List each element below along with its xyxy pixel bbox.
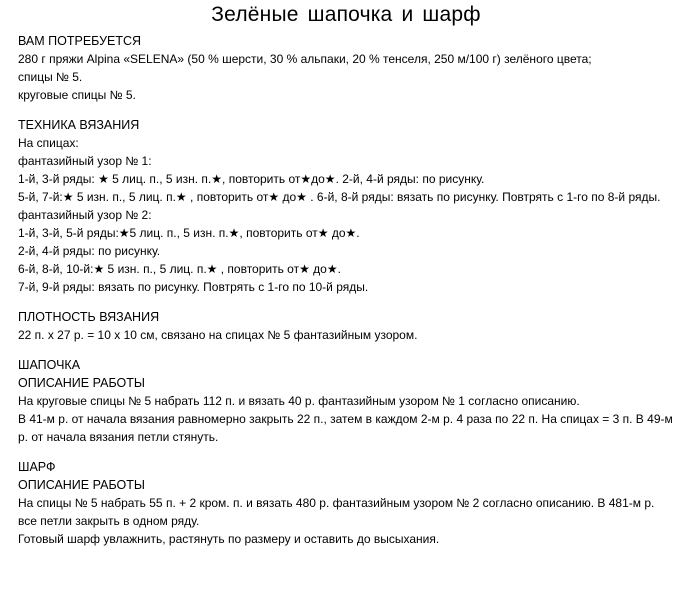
- section-heading: ШАРФ: [18, 460, 56, 474]
- text-line: В 41-м р. от начала вязания равномерно закрыть 22 п., затем в каждом 2-м р. 4 раза по 22 п. На спицах = 3 п. В 49-м р. от начала вязания петли стянуть.: [18, 412, 673, 444]
- section-technique: [18, 116, 674, 296]
- document-title: Зелёные шапочка и шарф: [211, 3, 481, 26]
- text-line: Готовый шарф увлажнить, растянуть по размеру и оставить до высыхания.: [18, 532, 440, 546]
- section-heading: ТЕХНИКА ВЯЗАНИЯ: [18, 118, 140, 132]
- text-line: 7-й, 9-й ряды: вязать по рисунку. Повтрять с 1-го по 10-й ряды.: [18, 280, 369, 294]
- text-line: На круговые спицы № 5 набрать 112 п. и вязать 40 р. фантазийным узором № 1 согласно описанию.: [18, 394, 580, 408]
- text-line: 6-й, 8-й, 10-й:★ 5 изн. п., 5 лиц. п.★ , повторить от★ до★.: [18, 262, 341, 276]
- section-density: [18, 308, 674, 344]
- text-line: 22 п. х 27 р. = 10 х 10 см, связано на спицах № 5 фантазийным узором.: [18, 328, 418, 342]
- text-line: На спицы № 5 набрать 55 п. + 2 кром. п. и вязать 480 р. фантазийным узором № 2 согласно описанию. В 481-м р. все петли закрыть в одном ряду.: [18, 496, 655, 528]
- text-line: На спицах:: [18, 136, 79, 150]
- text-line: 1-й, 3-й ряды: ★ 5 лиц. п., 5 изн. п.★, повторить от★до★. 2-й, 4-й ряды: по рисунку.: [18, 172, 485, 186]
- section-heading: ПЛОТНОСТЬ ВЯЗАНИЯ: [18, 310, 160, 324]
- text-line: фантазийный узор № 1:: [18, 154, 152, 168]
- text-line: 2-й, 4-й ряды: по рисунку.: [18, 244, 161, 258]
- text-line: 5-й, 7-й:★ 5 изн. п., 5 лиц. п.★ , повторить от★ до★ . 6-й, 8-й ряды: вязать по рисунку. Повтрять с 1-го по 8-й ряды.: [18, 190, 661, 204]
- text-line: спицы № 5.: [18, 70, 83, 84]
- section-needs: [18, 32, 674, 104]
- section-heading: ВАМ ПОТРЕБУЕТСЯ: [18, 34, 142, 48]
- section-hat: [18, 356, 674, 446]
- section-subheading: ОПИСАНИЕ РАБОТЫ: [18, 376, 145, 390]
- text-line: 280 г пряжи Alpina «SELENA» (50 % шерсти, 30 % альпаки, 20 % тенселя, 250 м/100 г) зелёного цвета;: [18, 52, 592, 66]
- text-line: 1-й, 3-й, 5-й ряды:★5 лиц. п., 5 изн. п.★, повторить от★ до★.: [18, 226, 360, 240]
- text-line: фантазийный узор № 2:: [18, 208, 152, 222]
- section-subheading: ОПИСАНИЕ РАБОТЫ: [18, 478, 145, 492]
- text-line: круговые спицы № 5.: [18, 88, 136, 102]
- section-heading: ШАПОЧКА: [18, 358, 81, 372]
- section-scarf: [18, 458, 674, 548]
